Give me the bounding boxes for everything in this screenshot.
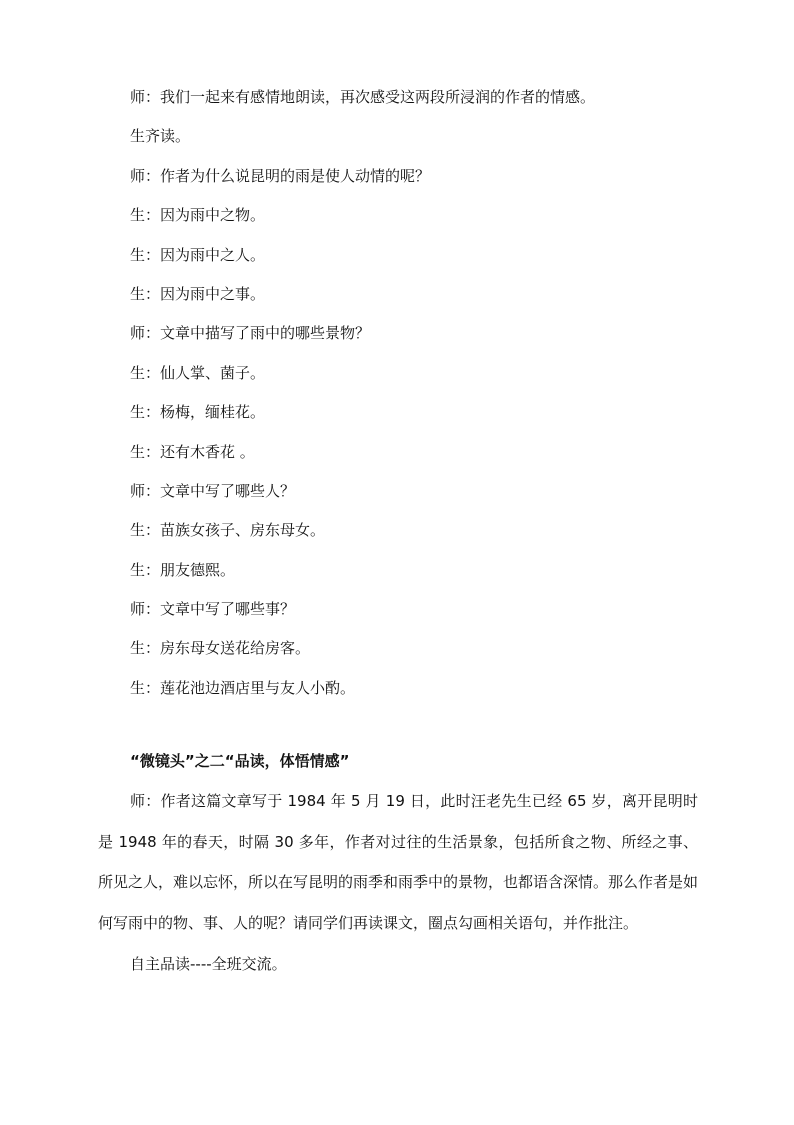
dialogue-line: 生齐读。 [130, 127, 191, 146]
dialogue-line: 生：还有木香花 。 [130, 442, 255, 461]
dialogue-line: 生：房东母女送花给房客。 [130, 639, 311, 658]
dialogue-line: 生：莲花池边酒店里与友人小酌。 [130, 678, 356, 697]
dialogue-line: 生：朋友德熙。 [130, 560, 236, 579]
dialogue-line: 师：我们一起来有感情地朗读，再次感受这两段所浸润的作者的情感。 [130, 88, 596, 106]
dialogue-line: 生：因为雨中之事。 [130, 284, 266, 303]
dialogue-line: 师：作者为什么说昆明的雨是使人动情的呢？ [130, 166, 431, 185]
dialogue-line: 师：文章中写了哪些人？ [130, 481, 296, 500]
section-heading: “微镜头”之二“品读，体悟情感” [130, 752, 350, 770]
dialogue-line: 生：苗族女孩子、房东母女。 [130, 521, 326, 540]
section-header [130, 741, 730, 781]
dialogue-line: 生：杨梅，缅桂花。 [130, 403, 266, 422]
dialogue-line: 生：因为雨中之物。 [130, 206, 266, 225]
dialogue-line: 师：文章中描写了雨中的哪些景物？ [130, 324, 371, 343]
dialogue-line: 师：文章中写了哪些事？ [130, 600, 296, 619]
section-paragraph: 师：作者这篇文章写于 1984 年 5 月 19 日，此时汪老先生已经 65 岁，离开昆明时是 1948 年的春天，时隔 30 多年，作者对过往的生活景象，包括所食之物、所经之事、所见之人，难以忘怀，所以在写昆明的雨季和雨季中的景物，也都语含深情。那么作者是如何写雨中的物、事、人的呢？请同学们再读课文，圈点勾画相关语句，并作批注。 [98, 792, 699, 932]
dialogue-list [130, 78, 730, 708]
section-closing: 自主品读----全班交流。 [130, 955, 287, 973]
dialogue-line: 生：因为雨中之人。 [130, 245, 266, 264]
dialogue-line: 生：仙人掌、菌子。 [130, 363, 266, 382]
